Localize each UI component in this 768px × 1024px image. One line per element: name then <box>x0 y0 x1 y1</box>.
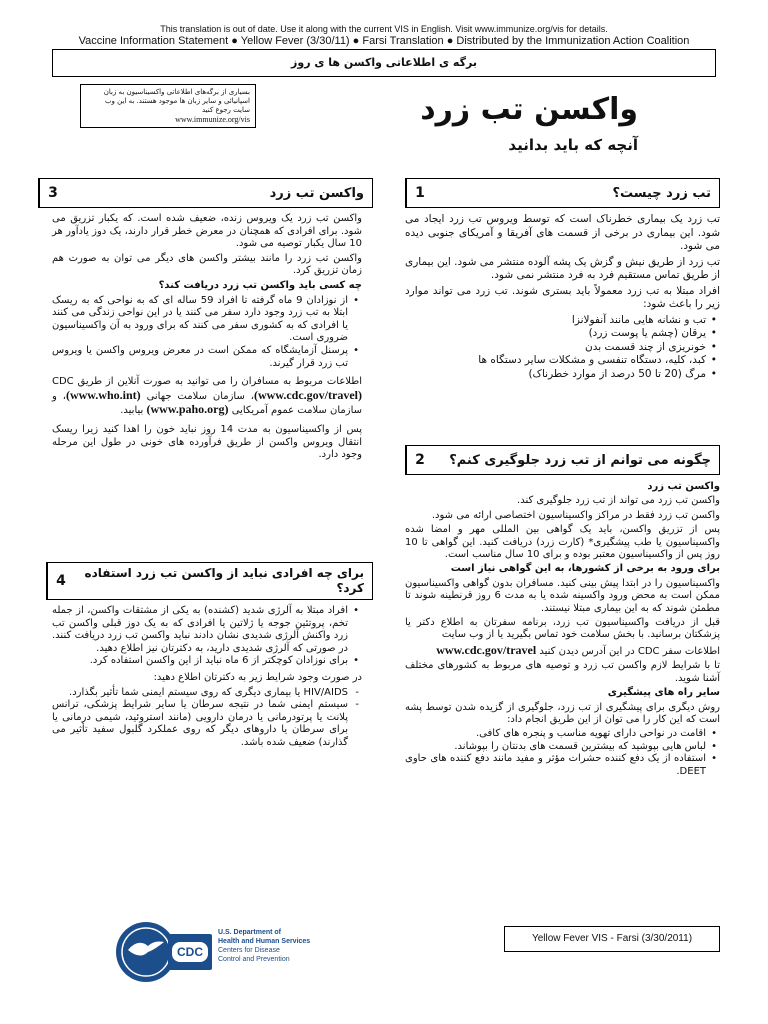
list-item: • کبد، کلیه، دستگاه تنفسی و مشکلات سایر دستگاه ها <box>405 354 706 368</box>
list-item: • لباس هایی بپوشید که بیشترین قسمت های بدنتان را بپوشاند. <box>405 741 706 753</box>
vis-distribution-line: Vaccine Information Statement ● Yellow Fever (3/30/11) ● Farsi Translation ● Distributed by the Immunization Action Coalition <box>78 35 690 47</box>
section-2-subheading: سایر راه های پیشگیری <box>607 687 720 699</box>
list-item: • از نوزادان 9 ماه گرفته تا افراد 59 ساله ای که به نواحی که به ریسک ابتلا به تب زرد وجود دارد سفر می کنند یا در این نواحی زندگی می کنند یا افرادی که به کشوری سفر می کنند که برای ورود به آن واکسیناسیون ضروری است. <box>52 295 348 345</box>
section-2-subheading: برای ورود به برخی از کشورها، به این گواهی نیاز است <box>450 563 720 575</box>
section-2-paragraph: واکسیناسیون را در ابتدا پیش بینی کنید. مسافران بدون گواهی واکسیناسیون ممکن است به محض ورود واکسینه شده یا به مدت 6 روز قرنطینه شوند تا مطمئن شوند که به این بیماری مبتلا نیستند. <box>405 577 720 614</box>
section-2-heading-box <box>405 445 720 475</box>
section-2-paragraph: قبل از دریافت واکسیناسیون تب زرد، برنامه سفرتان به اطلاع دکتر یا پزشکتان برسانید. با بخش سلامت خود تماس بگیرید یا از وب سایت <box>405 617 720 641</box>
agency-line: Centers for Disease <box>218 947 280 954</box>
who-link[interactable]: (www.who.int) <box>65 387 141 402</box>
section-3-heading: واکسن تب زرد <box>269 185 364 201</box>
translations-note-text: بسیاری از برگه‌های اطلاعاتی واکسیناسیون به زبان اسپانیائی و سایر زبان ها موجود هستند. به این وب سایت رجوع کنید <box>103 88 250 114</box>
section-1-list <box>405 314 720 382</box>
section-3-number: 3 <box>39 179 66 207</box>
page-subtitle: آنچه که باید بدانید <box>508 136 638 154</box>
section-3-list <box>52 295 362 371</box>
section-3-travel-text: اطلاعات مربوط به مسافران را می توانید به صورت آنلاین از طریق CDC <box>52 376 362 388</box>
hhs-cdc-logo-block <box>114 920 314 984</box>
cdc-logo-text: CDC <box>172 942 208 962</box>
translations-note <box>80 84 256 128</box>
section-1-heading-box <box>405 178 720 208</box>
section-3-who-text: ، سازمان سلامت جهانی <box>146 390 254 402</box>
cdc-travel-link[interactable]: www.cdc.gov/travel <box>436 642 537 657</box>
section-1-heading: تب زرد چیست؟ <box>612 185 711 201</box>
section-3-paragraph: واکسن تب زرد را مانند بیشتر واکسن های دیگر می توان به صورت هم زمان تزریق کرد. <box>52 252 362 277</box>
agency-line: U.S. Department of <box>218 929 282 936</box>
list-item: - سیستم ایمنی شما در نتیجه سرطان یا سایر شرایط پزشکی، ترانس پلانت یا پرتودرمانی یا درمان دارویی (مانند استروئید، شیمی درمانی یا برای سرطان یا داروهای دیگر که روی عملکرد گلبول سفید تأثیر می گذارند) ضعیف شده باشد. <box>52 699 348 749</box>
section-1-paragraph: افراد مبتلا به تب زرد معمولاً باید بستری شوند. تب زرد می تواند موارد زیر را باعث شود: <box>405 284 720 310</box>
agency-line: Health and Human Services <box>218 938 311 945</box>
page-title: واکسن تب زرد <box>420 92 638 127</box>
section-3-body <box>52 213 362 464</box>
list-item: - HIV/AIDS یا بیماری دیگری که روی سیستم ایمنی شما تأثیر بگذارد. <box>52 687 348 700</box>
section-1-body <box>405 213 720 381</box>
cdc-travel-link[interactable]: (www.cdc.gov/travel) <box>254 387 362 402</box>
list-item: • خونریزی از چند قسمت بدن <box>405 341 706 355</box>
translations-note-url[interactable]: www.immunize.org/vis <box>175 115 250 124</box>
section-2-list <box>405 728 720 778</box>
cdc-logo <box>168 934 212 970</box>
section-2-subheading: واکسن تب زرد <box>647 481 720 492</box>
list-item: • برای نوزادان کوچکتر از 6 ماه نباید از این واکسن استفاده کرد. <box>52 655 348 668</box>
section-3-paragraph: واکسن تب زرد یک ویروس زنده، ضعیف شده است. که یکبار تزریق می شود. برای افرادی که همچنان در معرض خطر قرار دارند، یک دوز یادآور هر 10 سال یکبار توصیه می شود. <box>52 213 362 250</box>
section-1-paragraph: تب زرد از طریق نیش و گزش یک پشه آلوده منتشر می شود. این بیماری از طریق تماس مستقیم فرد به فرد منتشر نمی شود. <box>405 255 720 281</box>
section-4-dash-list <box>52 687 362 750</box>
section-2-paragraph: تا با شرایط لازم واکسن تب زرد و توصیه های مربوط به کشورهای مختلف آشنا شوید. <box>405 660 720 684</box>
section-2-body <box>405 479 720 778</box>
section-4-list <box>52 605 362 668</box>
section-4-paragraph: در صورت وجود شرایط زیر به دکترتان اطلاع دهید: <box>153 671 362 683</box>
outdated-translation-note: This translation is out of date. Use it along with the current VIS in English. Visit www.immunize.org/vis for details. <box>160 24 608 34</box>
section-3-paho-text: ، و سازمان سلامت عموم آمریکایی <box>52 390 362 417</box>
section-3-subheading: چه کسی باید واکسن تب زرد دریافت کند؟ <box>158 279 362 291</box>
section-2-paragraph: واکسن تب زرد می تواند از تب زرد جلوگیری کند. <box>517 495 720 507</box>
section-4-number: 4 <box>47 563 74 599</box>
section-2-travel-text: اطلاعات سفر CDC در این آدرس دیدن کنید <box>539 645 720 657</box>
section-2-number: 2 <box>406 446 433 474</box>
section-4-body <box>52 605 362 750</box>
list-item: • اقامت در نواحی دارای تهویه مناسب و پنجره های کافی. <box>405 728 706 740</box>
list-item: • استفاده از یک دفع کننده حشرات مؤثر و مفید مانند دفع کننده های حاوی DEET. <box>405 753 706 778</box>
section-2-paragraph: روش دیگری برای پیشگیری از تب زرد، جلوگیری از گزیده شدن توسط پشه است که این کار را می توان از این طریق انجام داد: <box>405 701 720 725</box>
list-item: • پرسنل آزمایشگاه که ممکن است در معرض ویروس واکسن یا ویروس تب زرد قرار گیرند. <box>52 345 348 370</box>
paho-link[interactable]: (www.paho.org) <box>146 402 229 417</box>
section-3-find-text: بیابید. <box>120 405 144 417</box>
list-item: • مرگ (20 تا 50 درصد از موارد خطرناک) <box>405 368 706 382</box>
agency-name <box>218 928 318 964</box>
section-4-heading: برای چه افرادی نباید از واکسن تب زرد استفاده کرد؟ <box>84 566 364 595</box>
section-1-paragraph: تب زرد یک بیماری خطرناک است که توسط ویروس تب زرد ایجاد می شود. این بیماری در برخی از قسمت های آفریقا و آمریکای جنوبی دیده می شود. <box>405 213 720 252</box>
section-2-paragraph <box>405 644 720 658</box>
section-2-paragraph: واکسن تب زرد فقط در مراکز واکسیناسیون اختصاصی ارائه می شود. <box>431 509 720 521</box>
section-4-heading-box <box>46 562 373 600</box>
section-2-paragraph: پس از تزریق واکسن، باید یک گواهی بین المللی مهر و امضا شده واکسیناسیون یا طب پیشگیری* (کارت زرد) دریافت کنید. این گواهی تا 10 روز پس از واکسیناسیون معتبر بوده و برای 10 سال مناسب است. <box>405 524 720 561</box>
section-1-number: 1 <box>406 179 433 207</box>
section-2-heading: چگونه می توانم از تب زرد جلوگیری کنم؟ <box>449 452 711 468</box>
header-box-title: برگه ی اطلاعاتی واکسن ها ی روز <box>52 49 716 77</box>
section-3-travel-info <box>52 376 362 418</box>
section-3-paragraph: پس از واکسیناسیون به مدت 14 روز نباید خون را اهدا کنید زیرا ریسک انتقال ویروس واکسن از طریق فرآورده های خونی در طول این مرحله وجود دارد. <box>52 423 362 461</box>
agency-line: Control and Prevention <box>218 956 290 963</box>
list-item: • تب و نشانه هایی مانند آنفولانزا <box>405 314 706 328</box>
list-item: • افراد مبتلا به آلرژی شدید (کشنده) به یکی از مشتقات واکسن، از جمله تخم، پروتئین جوجه یا ژلاتین یا افرادی که به یک دوز قبلی واکسن تب زرد واکنش آلرژی شدیدی نشان دادند نباید واکسن تب زرد دریافت کنند. در صورتی که آلرژی شدیدی دارید، به دکترتان نیز اطلاع دهید. <box>52 605 348 655</box>
footer-version-box: Yellow Fever VIS - Farsi (3/30/2011) <box>504 926 720 952</box>
section-3-heading-box <box>38 178 373 208</box>
list-item: • یرقان (چشم یا پوست زرد) <box>405 327 706 341</box>
